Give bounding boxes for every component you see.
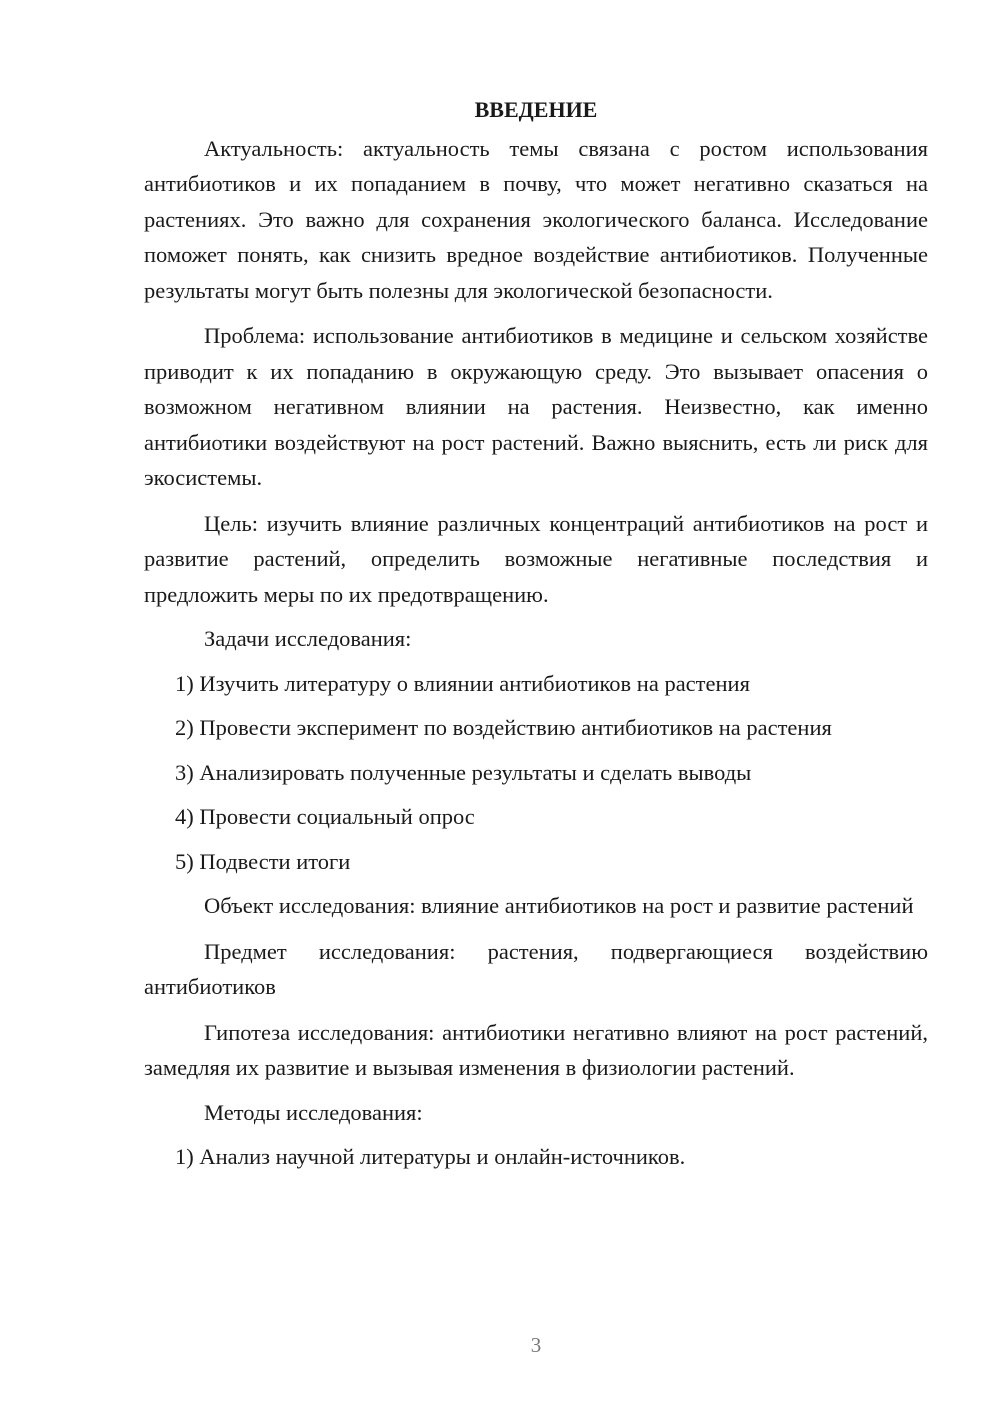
hypothesis-paragraph: Гипотеза исследования: антибиотики негативно влияют на рост растений, замедляя их развитие и вызывая изменения в физиологии растений.	[144, 1019, 928, 1080]
tasks-label: Задачи исследования:	[204, 626, 412, 651]
subject-paragraph: Предмет исследования: растения, подвергающиеся воздействию антибиотиков	[144, 938, 928, 999]
method-item: 1) Анализ научной литературы и онлайн-источников.	[175, 1144, 686, 1169]
task-item: 4) Провести социальный опрос	[175, 804, 475, 829]
task-item: 2) Провести эксперимент по воздействию антибиотиков на растения	[175, 715, 832, 740]
task-item: 5) Подвести итоги	[175, 848, 351, 874]
page-number: 3	[530, 1333, 542, 1357]
methods-label: Методы исследования:	[204, 1099, 423, 1125]
goal-paragraph: Цель: изучить влияние различных концентраций антибиотиков на рост и развитие растений, определить возможные негативные последствия и предложить меры по их предотвращению.	[144, 510, 928, 607]
problem-paragraph: Проблема: использование антибиотиков в медицине и сельском хозяйстве приводит к их попаданию в окружающую среду. Это вызывает опасения о возможном негативном влиянии на растения. Неизвестно, как именно антибиотики воздействуют на рост растений. Важно выяснить, есть ли риск для экосистемы.	[144, 323, 928, 490]
page-content	[144, 92, 928, 1175]
task-item: 3) Анализировать полученные результаты и сделать выводы	[175, 759, 752, 785]
page-title: ВВЕДЕНИЕ	[474, 97, 598, 122]
object-paragraph: Объект исследования: влияние антибиотиков на рост и развитие растений	[204, 893, 914, 918]
task-item: 1) Изучить литературу о влиянии антибиотиков на растения	[175, 670, 750, 696]
relevance-paragraph: Актуальность: актуальность темы связана с ростом использования антибиотиков и их попаданием в почву, что может негативно сказаться на растениях. Это важно для сохранения экологического баланса. Исследование поможет понять, как снизить вредное воздействие антибиотиков. Полученные результаты могут быть полезны для экологической безопасности.	[144, 135, 928, 303]
